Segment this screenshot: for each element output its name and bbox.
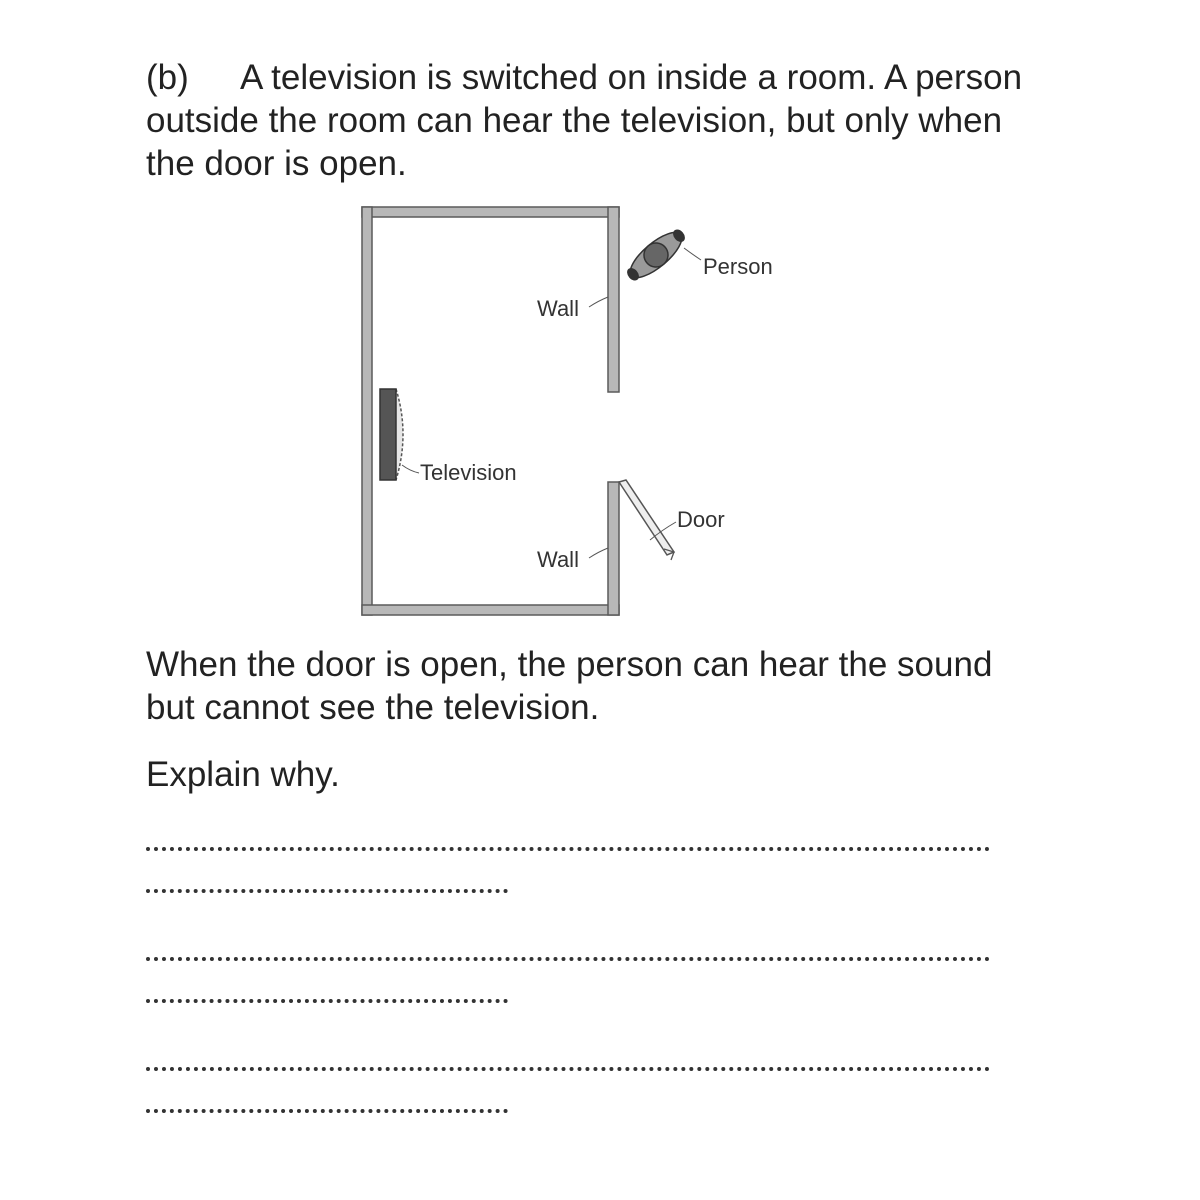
- wall-bottom: [362, 605, 619, 615]
- answer-line-5[interactable]: [146, 1067, 990, 1071]
- answer-line-1[interactable]: [146, 847, 990, 851]
- label-television: Television: [420, 460, 517, 485]
- label-person: Person: [703, 254, 773, 279]
- answer-line-4[interactable]: [146, 999, 508, 1003]
- answer-line-3[interactable]: [146, 957, 990, 961]
- instruction-text: Explain why.: [146, 755, 340, 794]
- label-door: Door: [677, 507, 725, 532]
- wall-right-lower: [608, 482, 619, 615]
- wall-top: [362, 207, 619, 217]
- wall-left: [362, 207, 372, 615]
- television-icon: [380, 389, 403, 480]
- statement-text: When the door is open, the person can hear the sound but cannot see the television.: [146, 645, 993, 727]
- question-body: A television is switched on inside a room. A person outside the room can hear the television, but only when the door is open.: [146, 58, 1023, 183]
- door-icon: [619, 480, 674, 560]
- label-wall-top: Wall: [537, 296, 579, 321]
- leader-lines: [402, 248, 701, 558]
- room-diagram: [340, 195, 820, 635]
- label-wall-bottom: Wall: [537, 547, 579, 572]
- answer-line-2[interactable]: [146, 889, 508, 893]
- question-part-label: (b): [146, 58, 189, 97]
- question-text: [146, 56, 1026, 185]
- person-icon: [621, 223, 690, 286]
- wall-right-upper: [608, 207, 619, 392]
- answer-line-6[interactable]: [146, 1109, 508, 1113]
